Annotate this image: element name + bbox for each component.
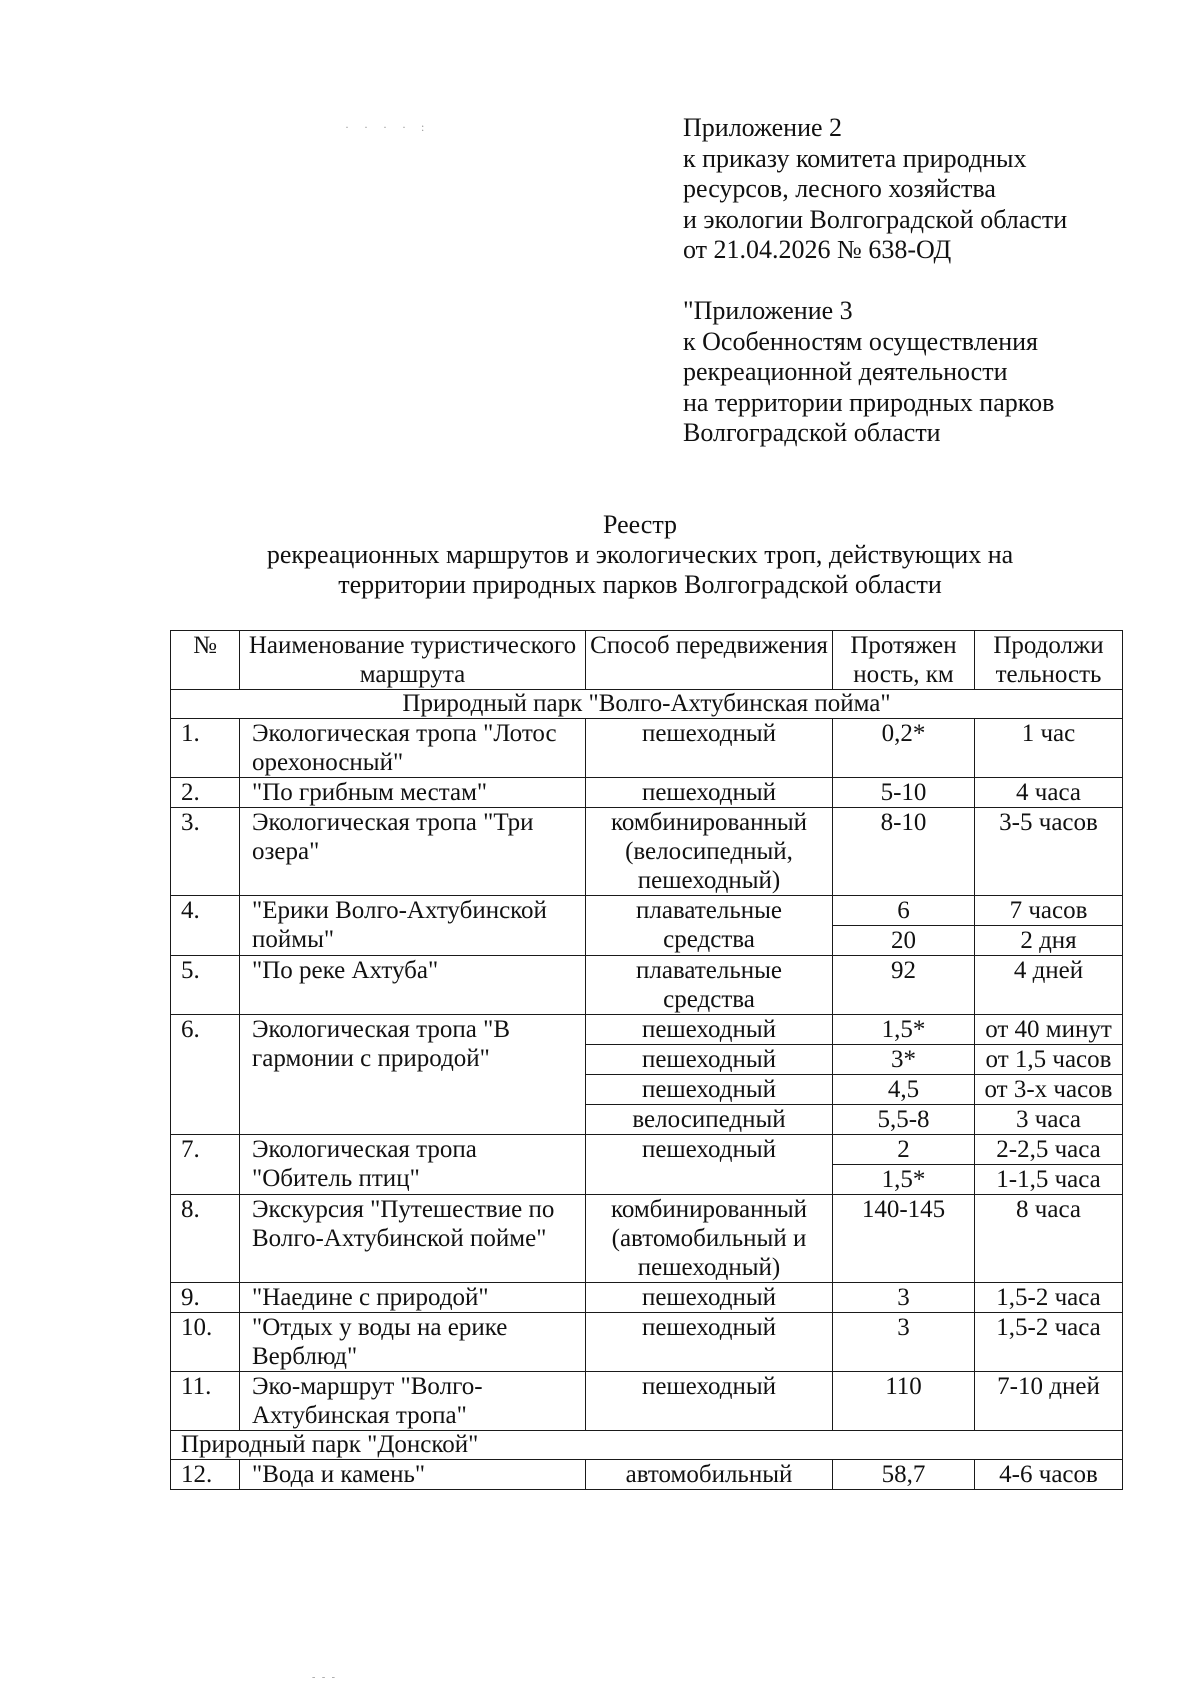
table-row bbox=[171, 1015, 1123, 1045]
table-row bbox=[171, 1283, 1123, 1313]
cell-length: 20 bbox=[833, 926, 975, 956]
cell-length: 58,7 bbox=[833, 1460, 975, 1490]
cell-num: 9. bbox=[171, 1283, 240, 1313]
cell-num: 10. bbox=[171, 1313, 240, 1372]
cell-length: 92 bbox=[833, 956, 975, 1015]
cell-length: 1,5* bbox=[833, 1015, 975, 1045]
cell-length: 0,2* bbox=[833, 719, 975, 778]
cell-duration: 1,5-2 часа bbox=[975, 1313, 1123, 1372]
cell-name: "Отдых у воды на ерике Верблюд" bbox=[240, 1313, 586, 1372]
cell-duration: 3-5 часов bbox=[975, 808, 1123, 896]
cell-method: пешеходный bbox=[586, 778, 833, 808]
cell-duration: 4 дней bbox=[975, 956, 1123, 1015]
cell-num: 12. bbox=[171, 1460, 240, 1490]
section-title: Природный парк "Волго-Ахтубинская пойма" bbox=[171, 690, 1123, 719]
cell-name: Экологическая тропа "Три озера" bbox=[240, 808, 586, 896]
cell-name: "По реке Ахтуба" bbox=[240, 956, 586, 1015]
cell-duration: 2-2,5 часа bbox=[975, 1135, 1123, 1165]
cell-name: Экологическая тропа "В гармонии с природой" bbox=[240, 1015, 586, 1135]
annex-3-line: "Приложение 3 bbox=[683, 296, 853, 325]
cell-method: пешеходный bbox=[586, 1283, 833, 1313]
annex-3-header bbox=[683, 296, 1054, 449]
cell-duration: 7-10 дней bbox=[975, 1372, 1123, 1431]
cell-num: 11. bbox=[171, 1372, 240, 1431]
section-row bbox=[171, 690, 1123, 719]
table-row bbox=[171, 1460, 1123, 1490]
cell-num: 5. bbox=[171, 956, 240, 1015]
cell-duration: 2 дня bbox=[975, 926, 1123, 956]
table-row bbox=[171, 956, 1123, 1015]
cell-duration: 7 часов bbox=[975, 896, 1123, 926]
table-row bbox=[171, 1313, 1123, 1372]
cell-method: комбинированный (автомобильный и пешеходный) bbox=[586, 1195, 833, 1283]
annex-3-line: рекреационной деятельности bbox=[683, 357, 1008, 386]
header-num: № bbox=[171, 631, 240, 690]
cell-name: Экскурсия "Путешествие по Волго-Ахтубинской пойме" bbox=[240, 1195, 586, 1283]
cell-method: плавательные средства bbox=[586, 956, 833, 1015]
header-length: Протяжен ность, км bbox=[833, 631, 975, 690]
cell-num: 4. bbox=[171, 896, 240, 956]
cell-length: 6 bbox=[833, 896, 975, 926]
title-line-3: территории природных парков Волгоградской области bbox=[338, 570, 942, 599]
annex-2-header bbox=[683, 113, 1067, 266]
table-header-row bbox=[171, 631, 1123, 690]
cell-num: 3. bbox=[171, 808, 240, 896]
cell-num: 1. bbox=[171, 719, 240, 778]
table-row bbox=[171, 808, 1123, 896]
routes-registry-table bbox=[170, 630, 1123, 1490]
annex-2-line: Приложение 2 bbox=[683, 113, 843, 142]
cell-name: "Ерики Волго-Ахтубинской поймы" bbox=[240, 896, 586, 956]
cell-method: пешеходный bbox=[586, 1075, 833, 1105]
cell-duration: 3 часа bbox=[975, 1105, 1123, 1135]
cell-duration: 4 часа bbox=[975, 778, 1123, 808]
table-row bbox=[171, 896, 1123, 926]
cell-method: пешеходный bbox=[586, 1372, 833, 1431]
title-line-1: Реестр bbox=[602, 510, 678, 539]
cell-num: 8. bbox=[171, 1195, 240, 1283]
cell-method: комбинированный (велосипедный, пешеходный) bbox=[586, 808, 833, 896]
cell-length: 8-10 bbox=[833, 808, 975, 896]
annex-3-line: на территории природных парков bbox=[683, 387, 1055, 417]
cell-duration: 1,5-2 часа bbox=[975, 1283, 1123, 1313]
cell-length: 5,5-8 bbox=[833, 1105, 975, 1135]
cell-name: "Наедине с природой" bbox=[240, 1283, 586, 1313]
cell-length: 3 bbox=[833, 1283, 975, 1313]
cell-length: 3* bbox=[833, 1045, 975, 1075]
title-line-2: рекреационных маршрутов и экологических троп, действующих на bbox=[266, 540, 1014, 569]
cell-length: 5-10 bbox=[833, 778, 975, 808]
cell-duration: 4-6 часов bbox=[975, 1460, 1123, 1490]
cell-duration: от 1,5 часов bbox=[975, 1045, 1123, 1075]
table-row bbox=[171, 1135, 1123, 1165]
section-title: Природный парк "Донской" bbox=[171, 1431, 1123, 1460]
annex-3-line: Волгоградской области bbox=[683, 418, 941, 447]
cell-method: автомобильный bbox=[586, 1460, 833, 1490]
cell-method: пешеходный bbox=[586, 1015, 833, 1045]
cell-length: 3 bbox=[833, 1313, 975, 1372]
annex-3-line: к Особенностям осуществления bbox=[683, 326, 1039, 356]
annex-2-line: к приказу комитета природных bbox=[683, 143, 1027, 173]
cell-duration: 1 час bbox=[975, 719, 1123, 778]
cell-method: пешеходный bbox=[586, 1135, 833, 1195]
cell-length: 140-145 bbox=[833, 1195, 975, 1283]
cell-length: 110 bbox=[833, 1372, 975, 1431]
annex-2-line: и экологии Волгоградской области bbox=[683, 204, 1068, 234]
table-row bbox=[171, 719, 1123, 778]
scan-artifact: · · · · : bbox=[345, 120, 431, 134]
cell-name: "Вода и камень" bbox=[240, 1460, 586, 1490]
section-row bbox=[171, 1431, 1123, 1460]
cell-method: плавательные средства bbox=[586, 896, 833, 956]
cell-num: 6. bbox=[171, 1015, 240, 1135]
cell-length: 4,5 bbox=[833, 1075, 975, 1105]
cell-method: велосипедный bbox=[586, 1105, 833, 1135]
cell-name: Экологическая тропа "Лотос орехоносный" bbox=[240, 719, 586, 778]
cell-num: 7. bbox=[171, 1135, 240, 1195]
cell-name: Эко-маршрут "Волго-Ахтубинская тропа" bbox=[240, 1372, 586, 1431]
cell-length: 2 bbox=[833, 1135, 975, 1165]
cell-method: пешеходный bbox=[586, 1045, 833, 1075]
table-row bbox=[171, 778, 1123, 808]
header-duration: Продолжи тельность bbox=[975, 631, 1123, 690]
cell-duration: 1-1,5 часа bbox=[975, 1165, 1123, 1195]
cell-method: пешеходный bbox=[586, 1313, 833, 1372]
cell-duration: от 3-х часов bbox=[975, 1075, 1123, 1105]
cell-duration: от 40 минут bbox=[975, 1015, 1123, 1045]
annex-2-line: от 21.04.2026 № 638-ОД bbox=[683, 235, 952, 264]
cell-method: пешеходный bbox=[586, 719, 833, 778]
cell-duration: 8 часа bbox=[975, 1195, 1123, 1283]
header-name: Наименование туристического маршрута bbox=[240, 631, 586, 690]
document-title bbox=[160, 510, 1120, 600]
table-row bbox=[171, 1372, 1123, 1431]
table-row bbox=[171, 1195, 1123, 1283]
scan-artifact: - - - bbox=[312, 1672, 337, 1683]
cell-length: 1,5* bbox=[833, 1165, 975, 1195]
cell-num: 2. bbox=[171, 778, 240, 808]
cell-name: Экологическая тропа "Обитель птиц" bbox=[240, 1135, 586, 1195]
cell-name: "По грибным местам" bbox=[240, 778, 586, 808]
header-method: Способ передвижения bbox=[586, 631, 833, 690]
annex-2-line: ресурсов, лесного хозяйства bbox=[683, 174, 996, 203]
